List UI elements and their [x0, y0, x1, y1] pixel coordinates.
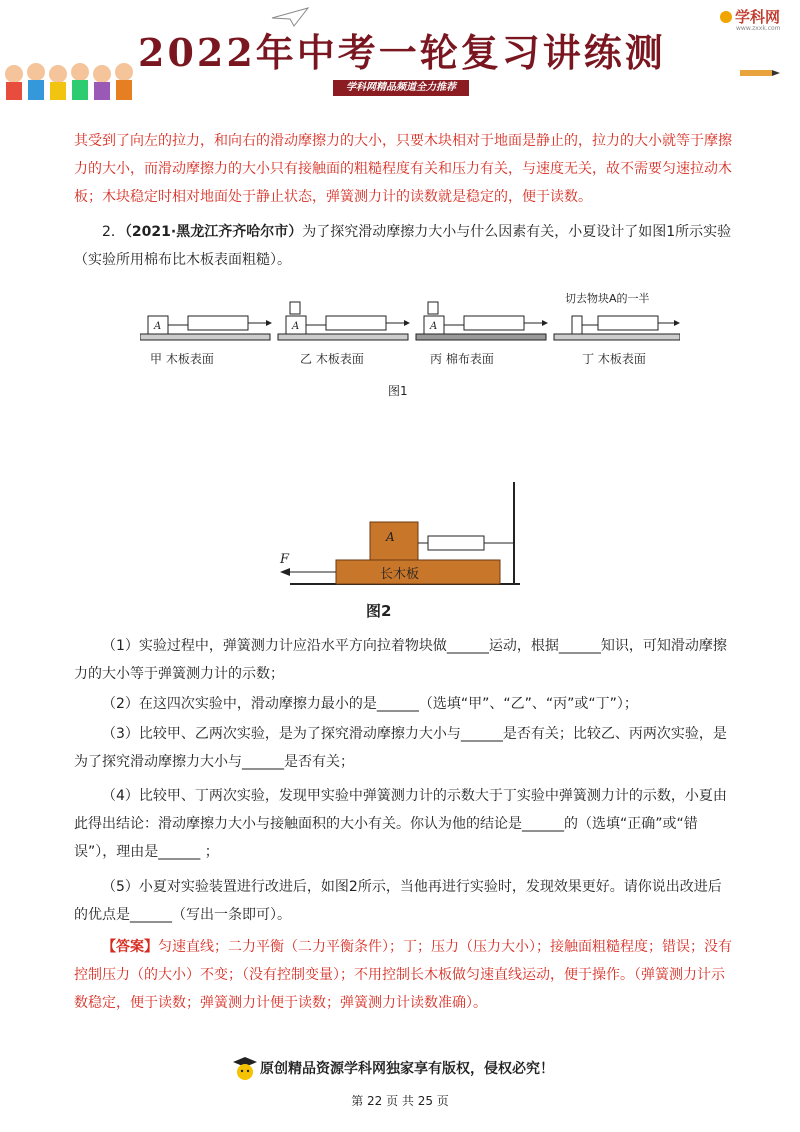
- svg-text:A: A: [430, 321, 438, 332]
- answer-label: 【答案】: [102, 939, 158, 955]
- figure-1-caption: 图1: [388, 384, 408, 398]
- question-source: （2021·黑龙江齐齐哈尔市）: [124, 224, 303, 240]
- svg-text:A: A: [154, 321, 162, 332]
- answer-text: 匀速直线；二力平衡（二力平衡条件）；丁；压力（压力大小）；接触面粗糙程度；错误；没有控制压力（的大小）不变；（没有控制变量）；不用控制长木板做匀速直线运动，便于操作。（弹簧测力计示数稳定，便于读数；弹簧测力计便于读数；弹簧测力计读数准确）。: [74, 939, 732, 1011]
- copyright-notice: 原创精品资源学科网独家享有版权，侵权必究！: [260, 1061, 554, 1077]
- page-number: 第 22 页 共 25 页: [351, 1094, 449, 1108]
- figure-1-panel-label: 丙 棉布表面: [430, 352, 494, 366]
- subquestion: （2）在这四次实验中，滑动摩擦力最小的是______（选填“甲”、“乙”、“丙”或“丁”）；: [102, 696, 638, 712]
- subquestion: （3）比较甲、乙两次实验，是为了探究滑动摩擦力大小与______是否有关；比较乙、丙两次实验，是为了探究滑动摩擦力大小与______是否有关；: [74, 726, 727, 770]
- site-logo: 学科网: [720, 6, 780, 27]
- figure-1-panel-label: 乙 木板表面: [300, 352, 364, 366]
- figure-2-board-label: 长木板: [380, 567, 420, 582]
- answer-block: [74, 933, 734, 1017]
- question-stem: [74, 218, 734, 274]
- svg-text:A: A: [292, 321, 300, 332]
- figure-1-panel-label: 甲 木板表面: [150, 352, 214, 366]
- figure-1-note: 切去物块A的一半: [565, 292, 650, 305]
- figure-2-caption: 图2: [366, 602, 392, 620]
- question-text: 为了探究滑动摩擦力大小与什么因素有关，小夏设计了如图1所示实验（实验所用棉布比木板表面粗糙）。: [74, 224, 732, 268]
- figure-1-panel-label: 丁 木板表面: [582, 352, 646, 366]
- subquestion: （4）比较甲、丁两次实验，发现甲实验中弹簧测力计的示数大于丁实验中弹簧测力计的示数，小夏由此得出结论：滑动摩擦力大小与接触面积的大小有关。你认为他的结论是______的（选填“正确”或“错误”），理由是______ ；: [74, 788, 727, 860]
- logo-url: www.zxxk.com: [736, 25, 781, 32]
- logo-icon: [720, 11, 732, 23]
- graduate-mascot-icon: [232, 1055, 258, 1083]
- children-illustration: [2, 60, 134, 104]
- subquestion: （5）小夏对实验装置进行改进后，如图2所示，当他再进行实验时，发现效果更好。请你说出改进后的优点是______（写出一条即可）。: [74, 879, 722, 923]
- figure-2-block-label: A: [386, 530, 395, 544]
- figure-2-force-label: F: [280, 552, 290, 567]
- question-number: 2．: [102, 224, 125, 240]
- header-title: 2022年中考一轮复习讲练测: [138, 30, 666, 75]
- header-subtitle: 学科网精品频道全力推荐: [333, 80, 469, 96]
- subquestion: （1）实验过程中，弹簧测力计应沿水平方向拉着物块做______运动，根据______知识，可知滑动摩擦力的大小等于弹簧测力计的示数；: [74, 638, 727, 682]
- pencil-icon: [738, 66, 782, 80]
- page-header: [0, 0, 800, 105]
- intro-paragraph: 其受到了向左的拉力，和向右的滑动摩擦力的大小，只要木块相对于地面是静止的，拉力的大小就等于摩擦力的大小，而滑动摩擦力的大小只有接触面的粗糙程度有关和压力有关，与速度无关，故不需要匀速拉动木板；木块稳定时相对地面处于静止状态，弹簧测力计的读数就是稳定的，便于读数。: [74, 133, 732, 205]
